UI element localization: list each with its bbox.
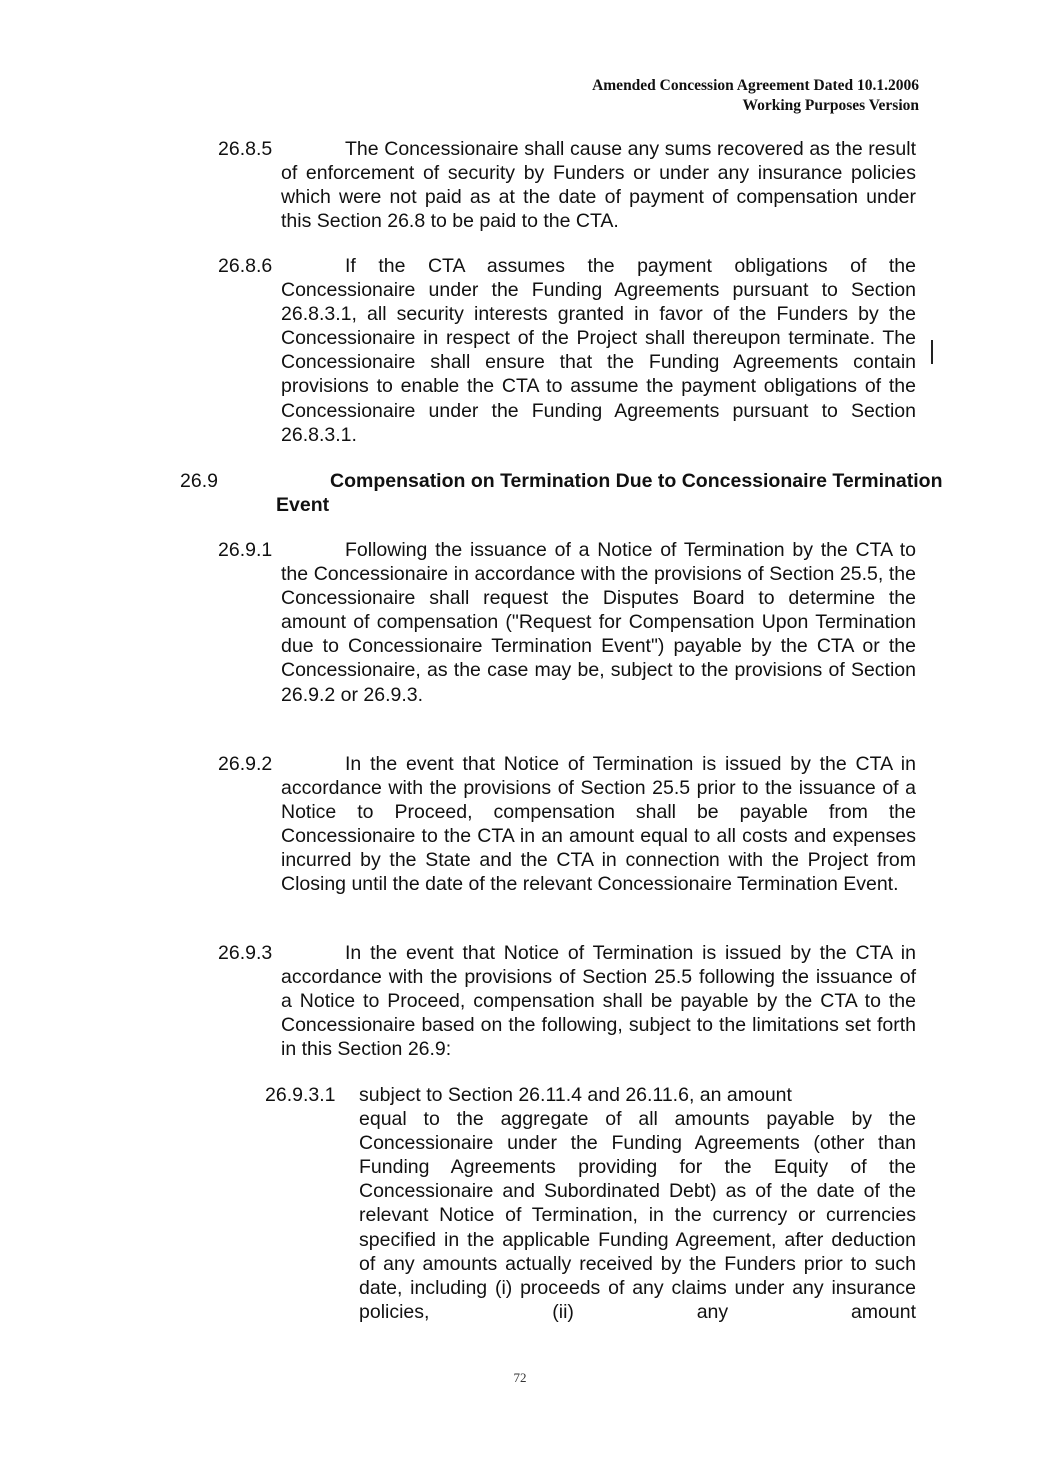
clause-26-9-3 xyxy=(218,941,916,1061)
clause-number: 26.9.2 xyxy=(218,753,273,775)
header-agreement-title: Amended Concession Agreement Dated 10.1.2006 xyxy=(592,77,919,94)
header-version: Working Purposes Version xyxy=(742,97,919,114)
document-header xyxy=(592,76,919,116)
section-number: 26.9 xyxy=(180,470,218,492)
clause-26-8-6 xyxy=(218,254,916,447)
revision-change-bar xyxy=(931,340,933,364)
page-number: 72 xyxy=(513,1370,527,1385)
clause-text: The Concessionaire shall cause any sums recovered as the result of enforcement of security by Funders or under any insurance policies which were not paid as at the date of payment of compensation under this Section 26.8 to be paid to the CTA. xyxy=(281,138,916,233)
clause-text: In the event that Notice of Termination is issued by the CTA in accordance with the provisions of Section 25.5 prior to the issuance of a Notice to Proceed, compensation shall be payable from the Concessionaire to the CTA in an amount equal to all costs and expenses incurred by the State and the CTA in connection with the Project from Closing until the date of the relevant Concessionaire Termination Event. xyxy=(281,753,916,896)
clause-26-9-1 xyxy=(218,538,916,707)
clause-26-9-3-1 xyxy=(265,1083,916,1324)
clause-number: 26.8.6 xyxy=(218,255,273,277)
clause-text: Following the issuance of a Notice of Termination by the CTA to the Concessionaire in accordance with the provisions of Section 25.5, the Concessionaire shall request the Disputes Board to determine the amount of compensation ("Request for Compensation Upon Termination due to Concessionaire Termination Event") payable by the CTA or the Concessionaire, as the case may be, subject to the provisions of Section 26.9.2 or 26.9.3. xyxy=(281,539,916,706)
clause-continuation: equal to the aggregate of all amounts payable by the Concessionaire under the Funding Agreements (other than Funding Agreements providing for the Equity of the Concessionaire and Subordinated Debt) as of the date of the relevant Notice of Termination, in the currency or currencies specified in the applicable Funding Agreement, after deduction of any amounts actually received by the Funders prior to such date, including (i) proceeds of any claims under any insurance policies, (ii) any amount xyxy=(359,1108,916,1323)
clause-26-9-2 xyxy=(218,752,916,897)
clause-number: 26.8.5 xyxy=(218,138,273,160)
clause-text: If the CTA assumes the payment obligations of the Concessionaire under the Funding Agreements pursuant to Section 26.8.3.1, all security interests granted in favor of the Funders by the Concessionaire in respect of the Project shall thereupon terminate. The Concessionaire shall ensure that the Funding Agreements contain provisions to enable the CTA to assume the payment obligations of the Concessionaire under the Funding Agreements pursuant to Section 26.8.3.1. xyxy=(281,255,916,446)
section-title: Compensation on Termination Due to Concessionaire Termination Event xyxy=(276,470,943,517)
clause-first-line: subject to Section 26.11.4 and 26.11.6, an amount xyxy=(359,1084,792,1106)
clause-number: 26.9.3 xyxy=(218,942,273,964)
clause-text: In the event that Notice of Termination is issued by the CTA in accordance with the provisions of Section 25.5 following the issuance of a Notice to Proceed, compensation shall be payable by the CTA to the Concessionaire based on the following, subject to the limitations set forth in this Section 26.9: xyxy=(281,942,916,1061)
clause-number: 26.9.3.1 xyxy=(265,1084,336,1106)
clause-number: 26.9.1 xyxy=(218,539,273,561)
section-26-9-heading xyxy=(180,469,943,517)
clause-text xyxy=(265,1083,916,1324)
clause-26-8-5 xyxy=(218,137,916,233)
